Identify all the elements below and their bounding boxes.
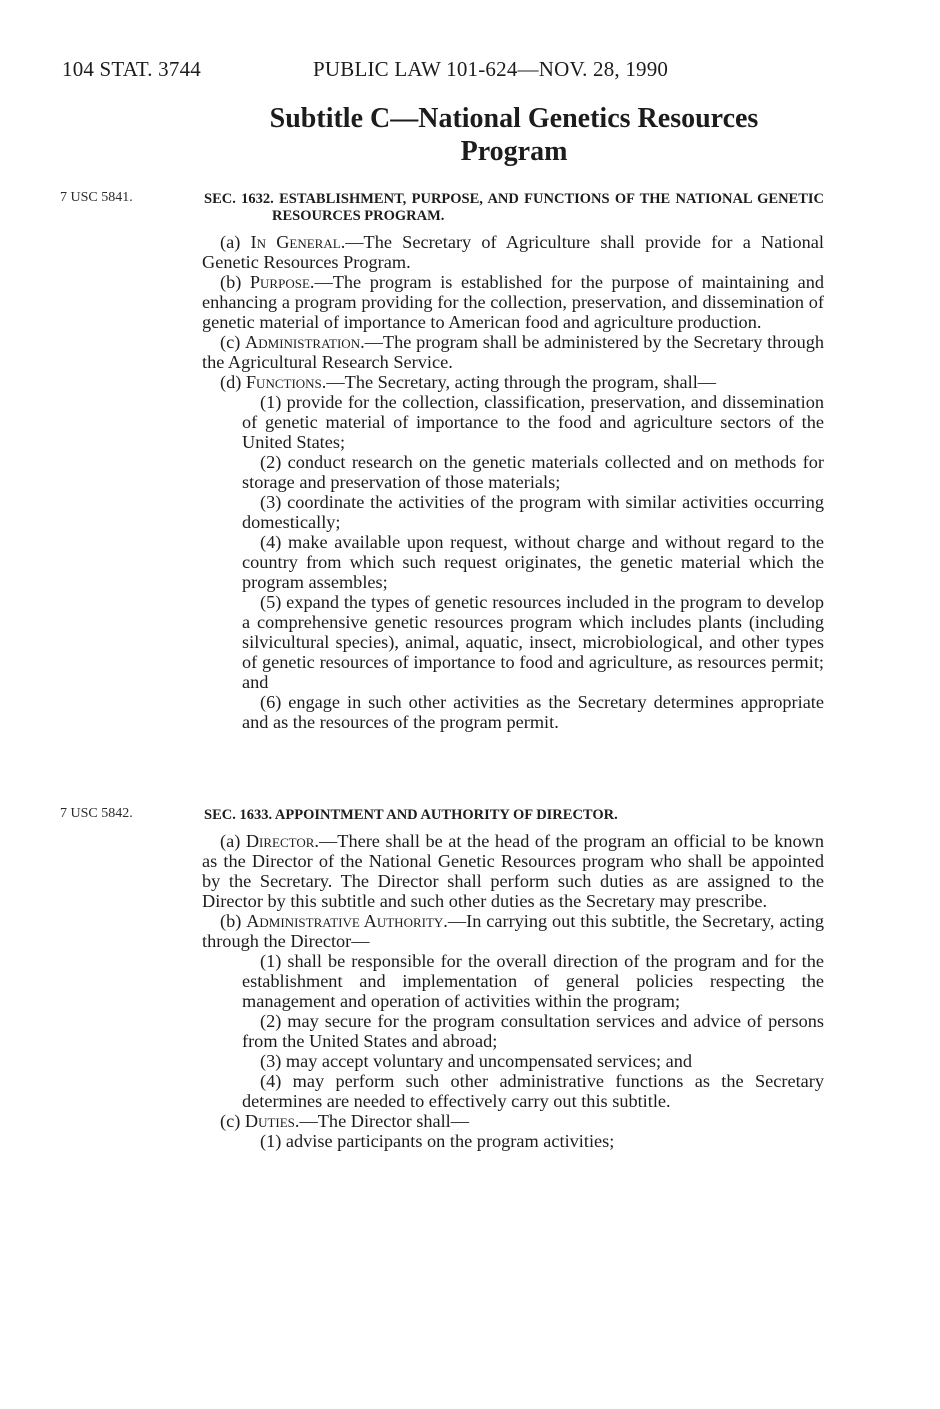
list-item: (1) advise participants on the program activities; <box>260 1131 615 1151</box>
list-item: (3) coordinate the activities of the program with similar activities occurring domestically; <box>242 492 824 532</box>
usc-citation-5842: 7 USC 5842. <box>60 806 133 821</box>
subtitle-heading <box>200 102 828 168</box>
public-law-reference: PUBLIC LAW 101-624—NOV. 28, 1990 <box>313 57 669 81</box>
list-item: (4) make available upon request, without charge and without regard to the country from which such request originates, the genetic material which the program assembles; <box>242 532 824 592</box>
section-heading: SEC. 1632. ESTABLISHMENT, PURPOSE, AND FUNCTIONS OF THE NATIONAL GENETIC RESOURCES PROGRAM. <box>204 191 824 224</box>
section-heading: SEC. 1633. APPOINTMENT AND AUTHORITY OF DIRECTOR. <box>204 807 618 823</box>
subtitle-line-1: Subtitle C—National Genetics Resources <box>269 103 759 134</box>
usc-citation-5841: 7 USC 5841. <box>60 190 133 205</box>
subsection-b: (b) Purpose.—The program is established for the purpose of maintaining and enhancing a program providing for the collection, preservation, and dissemination of genetic material of importance to American food and agriculture production. <box>202 272 824 332</box>
list-item: (3) may accept voluntary and uncompensated services; and <box>260 1051 692 1071</box>
section-1632 <box>202 191 824 732</box>
subsection-a: (a) Director.—There shall be at the head of the program an official to be known as the Director of the National Genetic Resources program who shall be appointed by the Secretary. The Director shall perform such duties as are assigned to the Director by this subtitle and such other duties as the Secretary may prescribe. <box>202 831 824 911</box>
stat-reference: 104 STAT. 3744 <box>62 57 201 81</box>
list-item: (2) may secure for the program consultation services and advice of persons from the United States and abroad; <box>242 1011 824 1051</box>
list-item: (1) shall be responsible for the overall direction of the program and for the establishment and implementation of general policies respecting the management and operation of activities within the program; <box>242 951 824 1011</box>
subsection-c: (c) Duties.—The Director shall— <box>220 1111 470 1131</box>
list-item: (5) expand the types of genetic resources included in the program to develop a comprehensive genetic resources program which includes plants (including silvicultural species), animal, aquatic, insect, microbiological, and other types of genetic resources of importance to food and agriculture, as resources permit; and <box>242 592 824 692</box>
subsection-c: (c) Administration.—The program shall be administered by the Secretary through the Agricultural Research Service. <box>202 332 824 372</box>
list-item: (6) engage in such other activities as the Secretary determines appropriate and as the resources of the program permit. <box>242 692 824 732</box>
subsection-a: (a) In General.—The Secretary of Agriculture shall provide for a National Genetic Resources Program. <box>202 232 824 272</box>
list-item: (2) conduct research on the genetic materials collected and on methods for storage and preservation of those materials; <box>242 452 824 492</box>
subsection-d: (d) Functions.—The Secretary, acting through the program, shall— <box>220 372 717 392</box>
list-item: (4) may perform such other administrative functions as the Secretary determines are needed to effectively carry out this subtitle. <box>242 1071 824 1111</box>
subsection-b: (b) Administrative Authority.—In carrying out this subtitle, the Secretary, acting through the Director— <box>202 911 824 951</box>
section-1633 <box>202 807 824 1151</box>
list-item: (1) provide for the collection, classification, preservation, and dissemination of genetic material of importance to the food and agriculture sectors of the United States; <box>242 392 824 452</box>
subtitle-line-2: Program <box>460 136 568 167</box>
